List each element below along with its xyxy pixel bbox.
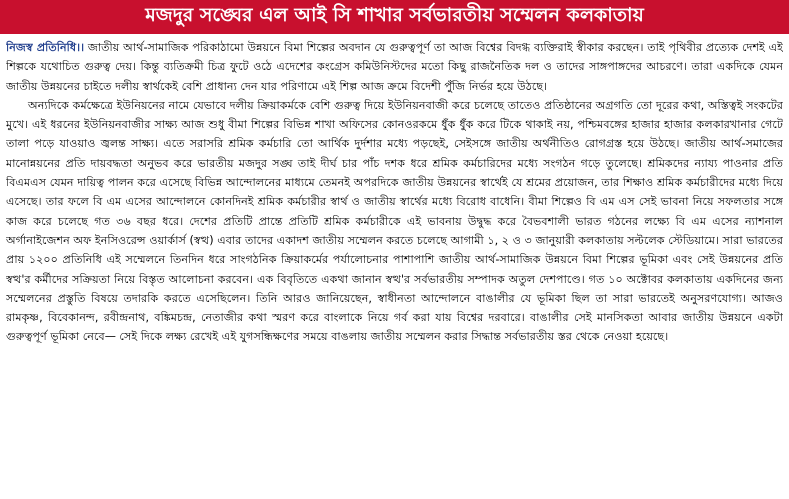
article-body	[6, 38, 783, 496]
headline-title: মজদুর সঙ্ঘের এল আই সি শাখার সর্বভারতীয় সম্মেলন কলকাতায়	[145, 4, 644, 26]
article-paragraph	[6, 38, 783, 96]
headline-banner	[0, 0, 789, 34]
article-paragraph-1-text: জাতীয় আর্থ-সামাজিক পরিকাঠামো উন্নয়নে বিমা শিল্পের অবদান যে গুরুত্বপূর্ণ তা আজ বিশ্বের বিদগ্ধ ব্যক্তিরাই স্বীকার করছেন। তাই পৃথিবীর প্রত্যেক দেশই এই শিল্পকে যথোচিত গুরুত্ব দেয়। কিন্তু ব্যতিক্রমী চিত্র ফুটে ওঠে এদেশের কংগ্রেস কমিউনিস্টদের মতো কিছু রাজনৈতিক দল ও তাদের সাঙ্গপাঙ্গদের আচরণে। তারা একদিকে যেমন জাতীয় উন্নয়নের চাইতে দলীয় স্বার্থকেই বেশি প্রাধান্য দেন যার পরিণামে এই শিল্প আজ ক্রমে বিদেশী পুঁজি নির্ভর হয়ে উঠছে।	[6, 41, 783, 93]
byline: নিজস্ব প্রতিনিধি।।	[6, 41, 85, 54]
article-paragraph: অন্যদিকে কর্মক্ষেত্রে ইউনিয়নের নামে যেভাবে দলীয় ক্রিয়াকর্মকে বেশি গুরুত্ব দিয়ে ইউনিয়নবাজী করে চলেছে তাতেও প্রতিষ্ঠানের অগ্রগতি তো দূরের কথা, অস্তিত্বই সংকটের মুখে। এই ধরনের ইউনিয়নবাজীর সাক্ষ্য আজ শুধু বীমা শিল্পের বিভিন্ন শাখা অফিসের কোনওরকমে ধুঁক ধুঁক করে টিকে থাকাই নয়, পশ্চিমবঙ্গের হাজার হাজার কলকারখানার গেটে তালা পড়ে যাওয়াও জ্বলন্ত সাক্ষ্য। এতে সরাসরি শ্রমিক কর্মচারি তো আর্থিক দুর্দশার মধ্যে পড়ছেই, সেইসঙ্গে জাতীয় অর্থনীতিও রোগগ্রস্ত হয়ে উঠছে। জাতীয় আর্থ-সমাজের মানোন্নয়নের প্রতি দায়বদ্ধতা অনুভব করে ভারতীয় মজদুর সঙ্ঘ তাই দীর্ঘ চার পাঁচ দশক ধরে শ্রমিক কর্মচারিদের মধ্যে সংগঠন গড়ে তুলেছে। শ্রমিকদের ন্যায্য পাওনার প্রতি বিএমএস যেমন দায়িত্ব পালন করে এসেছে বিভিন্ন আন্দোলনের মাধ্যমে তেমনই অপরদিকে জাতীয় উন্নয়নের স্বার্থেই যে শ্রমের প্রয়োজন, তার শিক্ষাও শ্রমিক কর্মচারীদের মধ্যে দিয়ে এসেছে। তার ফলে বি এম এসের আন্দোলনে কোনদিনই শ্রমিক কর্মচারীর স্বার্থ ও জাতীয় স্বার্থের মধ্যে বিরোধ বাধেনি। বীমা শিল্পেও বি এম এস সেই ভাবনা নিয়ে সফলতার সঙ্গে কাজ করে চলেছে গত ৩৬ বছর ধরে। দেশের প্রতিটি প্রান্তে প্রতিটি শ্রমিক কর্মচারীকে এই ভাবনায় উদ্বুদ্ধ করে বৈভবশালী ভারত গঠনের লক্ষ্যে বি এম এসের ন্যাশনাল অর্গানাইজেশন অফ ইনসিওরেন্স ওয়ার্কার্স (স্বত্থ) এবার তাদের একাদশ জাতীয় সম্মেলন করতে চলেছে আগামী ১, ২ ও ৩ জানুয়ারী কলকাতায় সল্টলেক স্টেডিয়ামে। সারা ভারতের প্রায় ১২০০ প্রতিনিধি এই সম্মেলনে তিনদিন ধরে সাংগঠনিক ক্রিয়াকর্মের পর্যালোচনার পাশাপাশি জাতীয় আর্থ-সামাজিক উন্নয়নে বিমা শিল্পের ভূমিকা এবং সেই উন্নয়নের প্রতি স্বত্থ'র কর্মীদের সক্রিয়তা নিয়ে বিস্তৃত আলোচনা করবেন। এক বিবৃতিতে একথা জানান স্বত্থ'র সর্বভারতীয় সম্পাদক অতুল দেশপাণ্ডে। গত ১০ অক্টোবর কলকাতায় একদিনের জন্য সম্মেলনের প্রস্তুতি বিষয়ে তদারকি করতে এসেছিলেন। তিনি আরও জানিয়েছেন, স্বাধীনতা আন্দোলনে বাঙালীর যে ভূমিকা ছিল তা সারা ভারতেই অনুসরণযোগ্য। আজও রামকৃষ্ণ, বিবেকানন্দ, রবীন্দ্রনাথ, বঙ্কিমচন্দ্র, নেতাজীর কথা স্মরণ করে বাংলাকে নিয়ে গর্ব করা যায় বিশ্বের দরবারে। বাঙালীর সেই মানসিকতা আবার জাতীয় উন্নয়নে একটা গুরুত্বপূর্ণ ভূমিকা নেবে— সেই দিকে লক্ষ্য রেখেই এই যুগসন্ধিক্ষণের সময়ে বাঙলায় জাতীয় সম্মেলন করার সিদ্ধান্ত সর্বভারতীয় স্তর থেকে নেওয়া হয়েছে।	[6, 98, 783, 344]
